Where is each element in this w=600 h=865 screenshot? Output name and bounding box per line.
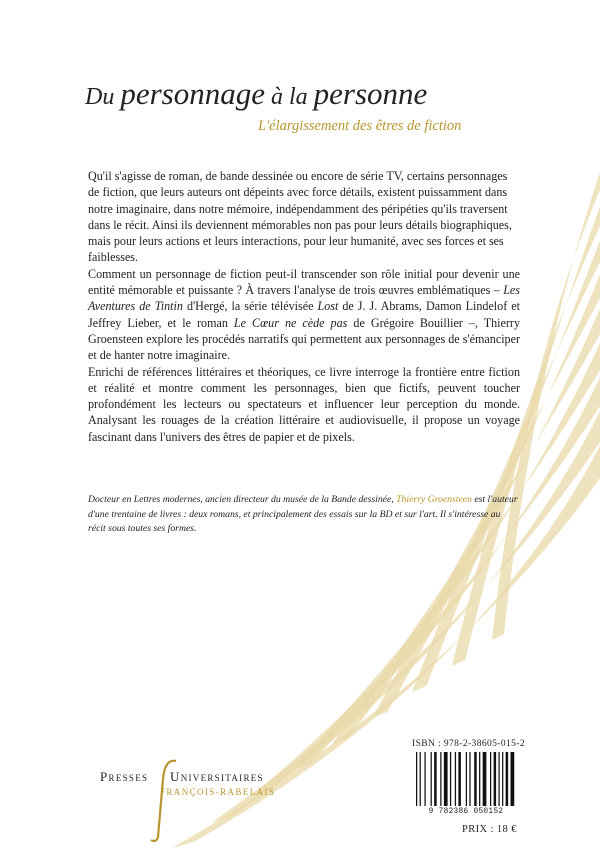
summary-paragraph-2 [88, 266, 520, 364]
isbn: ISBN : 978-2-38605-015-2 [412, 739, 526, 749]
price: PRIX : 18 € [462, 824, 517, 835]
work-title-lost: Lost [317, 299, 339, 314]
barcode-bar [483, 752, 487, 806]
title-word-du: Du [85, 84, 121, 110]
p2-text-d: de Grégoire Bouillier –, Thierry Groensteen explore les procédés narratifs qui permettent aux personnages de s'émanciper et de hanter notre imaginaire. [88, 315, 520, 363]
barcode-bar [466, 752, 467, 806]
barcode [410, 752, 522, 820]
title-word-a-la: à la [265, 84, 314, 110]
title-word-personnage: personnage [120, 76, 265, 111]
work-title-coeur: Le Cœur ne cède pas [233, 315, 348, 330]
barcode-icon [410, 752, 522, 808]
summary-text [88, 168, 520, 445]
author-bio [88, 493, 520, 537]
barcode-digits: 9 782386 050152 [428, 808, 504, 816]
author-name: Thierry Groensteen [396, 494, 472, 505]
publisher-word-francois-rabelais: FRANÇOIS-RABELAIS [160, 787, 276, 797]
p2-text-c: de J. J. Abrams, Damon Lindelof et Jeffrey Lieber, et le roman [88, 299, 520, 330]
barcode-bar [424, 752, 425, 806]
barcode-bar [494, 752, 497, 806]
barcode-bar [506, 752, 509, 806]
barcode-bar [450, 752, 451, 806]
barcode-bar [490, 752, 491, 806]
book-subtitle: L'élargissement des êtres de fiction [258, 118, 462, 134]
bio-text-b: est l'auteur d'une trentaine de livres : deux romans, et principalement des essais sur la BD et sur l'art. Il s'intéresse au récit sous toutes ses formes. [88, 494, 518, 535]
work-title-tintin: Les Aventures de Tintin [88, 283, 520, 314]
book-title [85, 76, 525, 112]
publisher-logo [98, 769, 276, 843]
publisher-word-universitaires: Universitaires [170, 769, 264, 784]
bio-text-a: Docteur en Lettres modernes, ancien directeur du musée de la Bande dessinée, [88, 494, 397, 505]
barcode-bar [416, 752, 417, 806]
barcode-bar [479, 752, 480, 806]
p2-text-b: d'Hergé, la série télévisée [182, 299, 318, 314]
barcode-bar [474, 752, 477, 806]
publisher-word-presses: Presses [100, 769, 149, 784]
barcode-bar [455, 752, 456, 806]
decorative-stripe [212, 411, 600, 822]
barcode-bar [434, 752, 437, 806]
p2-text-a: Comment un personnage de fiction peut-il transcender son rôle initial pour devenir une entité mémorable et puissante ? À travers l'analyse de trois œuvres emblématiques – [88, 266, 520, 298]
barcode-bar [458, 752, 461, 806]
barcode-bar [420, 752, 421, 806]
barcode-bar [469, 752, 470, 806]
summary-paragraph-3: Enrichi de références littéraires et théoriques, ce livre interroge la frontière entre fiction et réalité et montre comment les personnages, bien que fictifs, peuvent toucher profondément les lecteurs ou spectateurs et influencer leur perception du monde. Analysant les rouages de la création littéraire et audiovisuelle, il propose un voyage fascinant dans l'univers des êtres de papier et de pixels. [88, 364, 520, 444]
barcode-bar [431, 752, 432, 806]
barcode-bar [502, 752, 503, 806]
barcode-bar [498, 752, 499, 806]
barcode-bar [444, 752, 448, 806]
summary-paragraph-1: Qu'il s'agisse de roman, de bande dessinée ou encore de série TV, certains personnages de fiction, que leurs auteurs ont dépeints avec force détails, existent puissamment dans notre imaginaire, dans notre mémoire, indépendamment des péripéties qu'ils traversent dans le récit. Ainsi ils deviennent mémorables non pas pour leurs détails biographiques, mais pour leurs actions et leurs interactions, pour leur humanité, avec ses forces et ses faiblesses. [88, 169, 512, 265]
title-word-personne: personne [313, 76, 428, 111]
barcode-bar [440, 752, 441, 806]
barcode-bar [511, 752, 515, 806]
